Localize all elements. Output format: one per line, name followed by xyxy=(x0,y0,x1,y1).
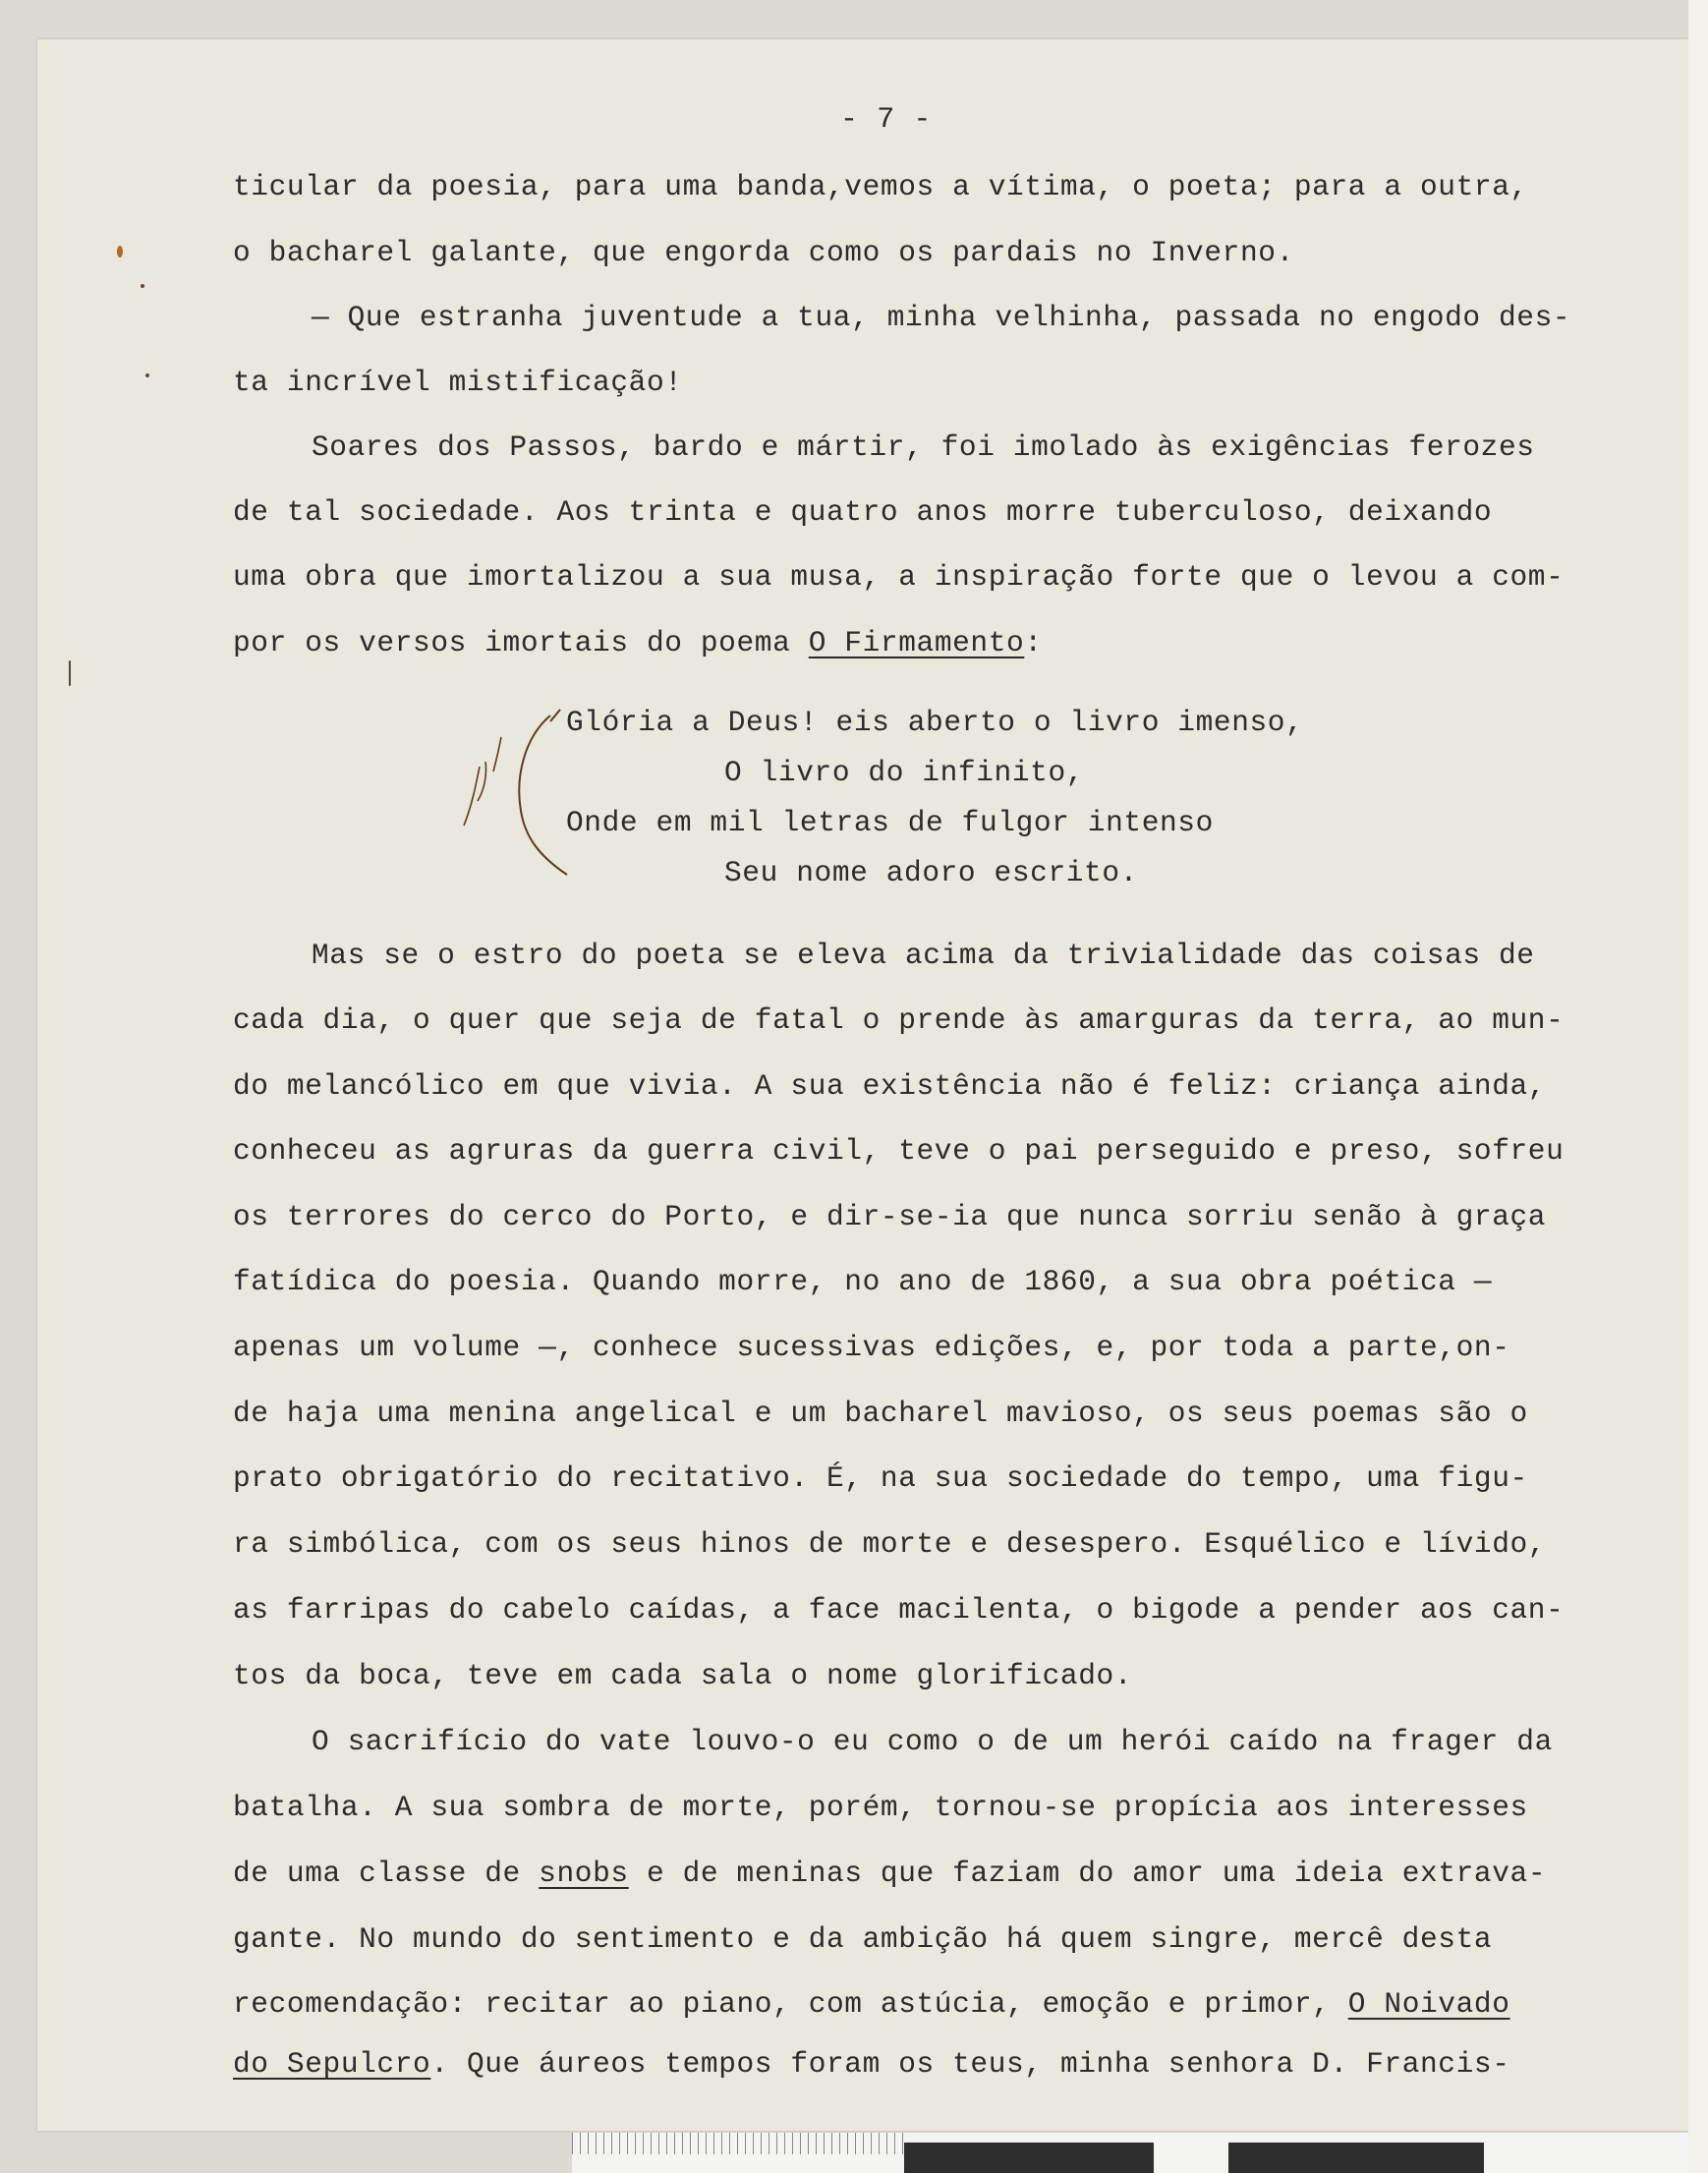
page-number: - 7 - xyxy=(840,103,933,137)
text-line: as farripas do cabelo caídas, a face macilenta, o bigode a pender aos can- xyxy=(233,1593,1565,1627)
text-line: ta incrível mistificação! xyxy=(233,366,683,399)
text-line xyxy=(233,626,1043,659)
scale-block xyxy=(1228,2143,1484,2173)
ink-speck xyxy=(145,373,149,377)
scale-ticks xyxy=(572,2133,906,2154)
text-line: cada dia, o quer que seja de fatal o prende às amarguras da terra, ao mun- xyxy=(233,1003,1565,1037)
text-line: uma obra que imortalizou a sua musa, a inspiração forte que o levou a com- xyxy=(233,560,1565,594)
poem-line: Seu nome adoro escrito. xyxy=(724,856,1138,889)
text-fragment: : xyxy=(1024,626,1043,659)
poem-line: Onde em mil letras de fulgor intenso xyxy=(566,806,1214,839)
text-line: Soares dos Passos, bardo e mártir, foi imolado às exigências ferozes xyxy=(312,430,1535,464)
text-line: de haja uma menina angelical e um bacharel mavioso, os seus poemas são o xyxy=(233,1397,1528,1430)
text-line: gante. No mundo do sentimento e da ambição há quem singre, mercê desta xyxy=(233,1922,1493,1956)
text-fragment: de uma classe de xyxy=(233,1857,521,1890)
scan-scale-bar xyxy=(572,2133,1688,2173)
text-fragment: e de meninas que faziam do amor uma ideia extrava- xyxy=(647,1857,1547,1890)
text-line: — Que estranha juventude a tua, minha velhinha, passada no engodo des- xyxy=(312,301,1571,334)
text-line: batalha. A sua sombra de morte, porém, tornou-se propícia aos interesses xyxy=(233,1791,1528,1824)
handwritten-bracket xyxy=(454,708,577,885)
text-line: fatídica do poesia. Quando morre, no ano de 1860, a sua obra poética — xyxy=(233,1265,1493,1298)
text-line: ticular da poesia, para uma banda,vemos a vítima, o poeta; para a outra, xyxy=(233,170,1528,203)
text-line: O sacrifício do vate louvo-o eu como o de um herói caído na frager da xyxy=(312,1725,1553,1758)
ink-speck xyxy=(69,660,71,686)
ink-speck xyxy=(141,284,144,288)
text-line: apenas um volume —, conhece sucessivas edições, e, por toda a parte,on- xyxy=(233,1331,1510,1364)
text-line: de tal sociedade. Aos trinta e quatro anos morre tuberculoso, deixando xyxy=(233,495,1493,529)
text-fragment: . Que áureos tempos foram os teus, minha senhora D. Francis- xyxy=(430,2047,1510,2081)
text-line: do melancólico em que vivia. A sua existência não é feliz: criança ainda, xyxy=(233,1069,1547,1103)
text-line: os terrores do cerco do Porto, e dir-se-ia que nunca sorriu senão à graça xyxy=(233,1200,1547,1233)
scan-edge xyxy=(1688,0,1708,2173)
text-fragment: por os versos imortais do poema xyxy=(233,626,791,659)
poem-line: Glória a Deus! eis aberto o livro imenso, xyxy=(566,706,1304,739)
underlined-word: snobs xyxy=(539,1857,629,1890)
text-line: prato obrigatório do recitativo. É, na sua sociedade do tempo, uma figu- xyxy=(233,1461,1528,1495)
text-line: tos da boca, teve em cada sala o nome glorificado. xyxy=(233,1659,1133,1692)
text-line: Mas se o estro do poeta se eleva acima da trivialidade das coisas de xyxy=(312,939,1535,972)
scale-block xyxy=(904,2143,1154,2173)
text-line xyxy=(233,1987,1510,2021)
text-line: conheceu as agruras da guerra civil, teve o pai perseguido e preso, sofreu xyxy=(233,1134,1565,1168)
text-line xyxy=(233,1857,1546,1890)
text-line xyxy=(233,2047,1510,2081)
underlined-title: do Sepulcro xyxy=(233,2047,431,2081)
poem-title: O Firmamento xyxy=(808,626,1025,659)
text-line: ra simbólica, com os seus hinos de morte e desespero. Esquélico e lívido, xyxy=(233,1527,1547,1561)
ink-speck xyxy=(117,246,123,257)
text-fragment: recomendação: recitar ao piano, com astúcia, emoção e primor, xyxy=(233,1987,1331,2021)
underlined-title: O Noivado xyxy=(1347,1987,1510,2021)
poem-line: O livro do infinito, xyxy=(724,756,1085,789)
text-line: o bacharel galante, que engorda como os pardais no Inverno. xyxy=(233,236,1294,269)
